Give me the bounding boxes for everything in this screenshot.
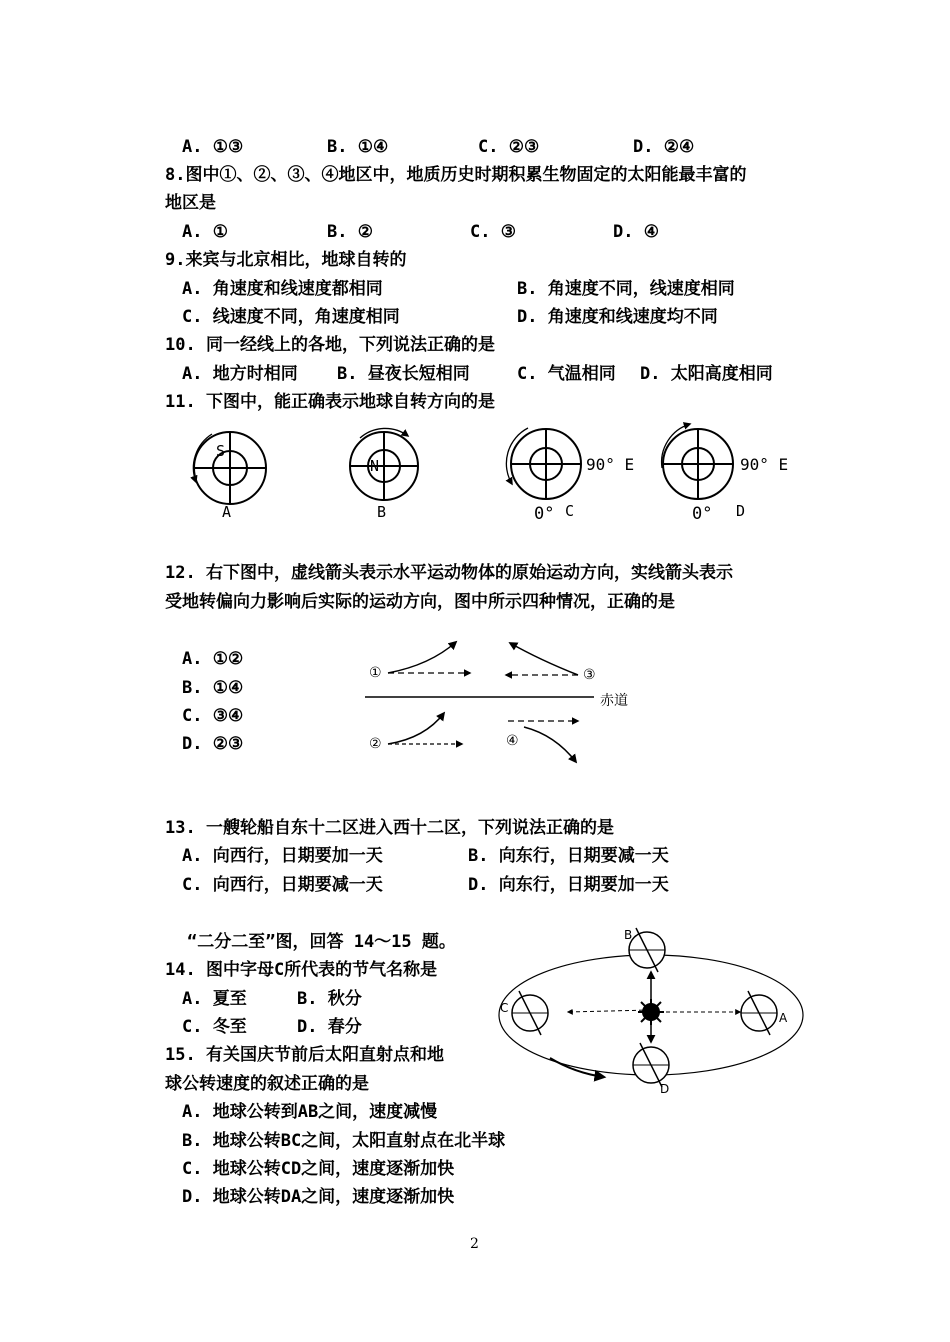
q11-fig-c-lon-bottom: 0°: [534, 504, 555, 524]
q7-option-a: A. ①③: [182, 137, 244, 157]
q14-option-d: D. 春分: [297, 1017, 362, 1037]
earth-position-a: [741, 991, 788, 1035]
q8-option-a: A. ①: [182, 222, 228, 242]
q7-option-d: D. ②④: [633, 137, 695, 157]
q8-option-c: C. ③: [470, 222, 516, 242]
q11-fig-a-pole: S: [216, 442, 226, 460]
q10-option-d: D. 太阳高度相同: [640, 364, 773, 384]
q12-option-c: C. ③④: [182, 706, 244, 726]
q10-option-c: C. 气温相同: [517, 364, 616, 384]
q14-stem: 14. 图中字母C所代表的节气名称是: [165, 960, 438, 980]
q11-fig-b-pole: N: [370, 457, 380, 475]
q15-option-d: D. 地球公转DA之间，速度逐渐加快: [182, 1187, 455, 1207]
q11-fig-b-label: B: [377, 503, 387, 521]
q12-num-3: ③: [583, 667, 596, 683]
orbit-label-d: D: [660, 1082, 670, 1096]
q8-stem-line1: 8.图中①、②、③、④地区中，地质历史时期积累生物固定的太阳能最丰富的: [165, 165, 747, 185]
q15-stem-line2: 球公转速度的叙述正确的是: [165, 1074, 369, 1094]
page-number: 2: [470, 1236, 479, 1252]
earth-position-d: [633, 1043, 669, 1096]
q11-fig-c-label: C: [565, 502, 575, 520]
q12-option-b: B. ①④: [182, 678, 244, 698]
q11-fig-d-lon-right: 90° E: [740, 455, 789, 474]
q11-stem: 11. 下图中，能正确表示地球自转方向的是: [165, 392, 495, 412]
q12-num-1: ①: [369, 665, 382, 681]
q12-option-d: D. ②③: [182, 734, 244, 754]
q11-fig-a-label: A: [222, 503, 232, 521]
q7-option-b: B. ①④: [327, 137, 389, 157]
q13-stem: 13. 一艘轮船自东十二区进入西十二区，下列说法正确的是: [165, 818, 614, 838]
q9-stem: 9.来宾与北京相比，地球自转的: [165, 250, 407, 270]
q15-option-c: C. 地球公转CD之间，速度逐渐加快: [182, 1159, 455, 1179]
q12-num-4: ④: [506, 733, 519, 749]
q14-option-c: C. 冬至: [182, 1017, 247, 1037]
q10-option-a: A. 地方时相同: [182, 364, 298, 384]
q11-fig-d-label: D: [736, 502, 746, 520]
q8-option-b: B. ②: [327, 222, 373, 242]
q13-option-d: D. 向东行，日期要加一天: [468, 875, 669, 895]
q13-option-c: C. 向西行，日期要减一天: [182, 875, 383, 895]
q8-stem-line2: 地区是: [165, 193, 216, 213]
orbit-label-b: B: [624, 928, 633, 942]
q8-option-d: D. ④: [613, 222, 659, 242]
q15-stem-line1: 15. 有关国庆节前后太阳直射点和地: [165, 1045, 444, 1065]
q12-equator-label: 赤道: [600, 693, 628, 709]
q14-option-b: B. 秋分: [297, 989, 362, 1009]
q15-option-b: B. 地球公转BC之间，太阳直射点在北半球: [182, 1131, 506, 1151]
q9-option-a: A. 角速度和线速度都相同: [182, 279, 383, 299]
q12-stem-line1: 12. 右下图中，虚线箭头表示水平运动物体的原始运动方向，实线箭头表示: [165, 563, 733, 583]
q11-fig-c-lon-right: 90° E: [586, 455, 635, 474]
q10-option-b: B. 昼夜长短相同: [337, 364, 470, 384]
q14-intro: “二分二至”图，回答 14～15 题。: [187, 932, 456, 952]
q9-option-c: C. 线速度不同，角速度相同: [182, 307, 400, 327]
q15-option-a: A. 地球公转到AB之间，速度减慢: [182, 1102, 438, 1122]
earth-position-c: [500, 991, 548, 1035]
q9-option-d: D. 角速度和线速度均不同: [517, 307, 718, 327]
q13-option-a: A. 向西行，日期要加一天: [182, 846, 383, 866]
q11-fig-d-lon-bottom: 0°: [692, 504, 713, 524]
q12-option-a: A. ①②: [182, 649, 244, 669]
q13-option-b: B. 向东行，日期要减一天: [468, 846, 669, 866]
q12-num-2: ②: [369, 736, 382, 752]
q14-option-a: A. 夏至: [182, 989, 247, 1009]
q10-stem: 10. 同一经线上的各地，下列说法正确的是: [165, 335, 495, 355]
earth-position-b: [624, 928, 665, 972]
q12-stem-line2: 受地转偏向力影响后实际的运动方向，图中所示四种情况，正确的是: [165, 592, 675, 612]
q7-option-c: C. ②③: [478, 137, 540, 157]
sun-icon: [638, 999, 664, 1025]
orbit-label-c: C: [500, 1001, 509, 1015]
q9-option-b: B. 角速度不同，线速度相同: [517, 279, 735, 299]
orbit-label-a: A: [779, 1011, 788, 1025]
